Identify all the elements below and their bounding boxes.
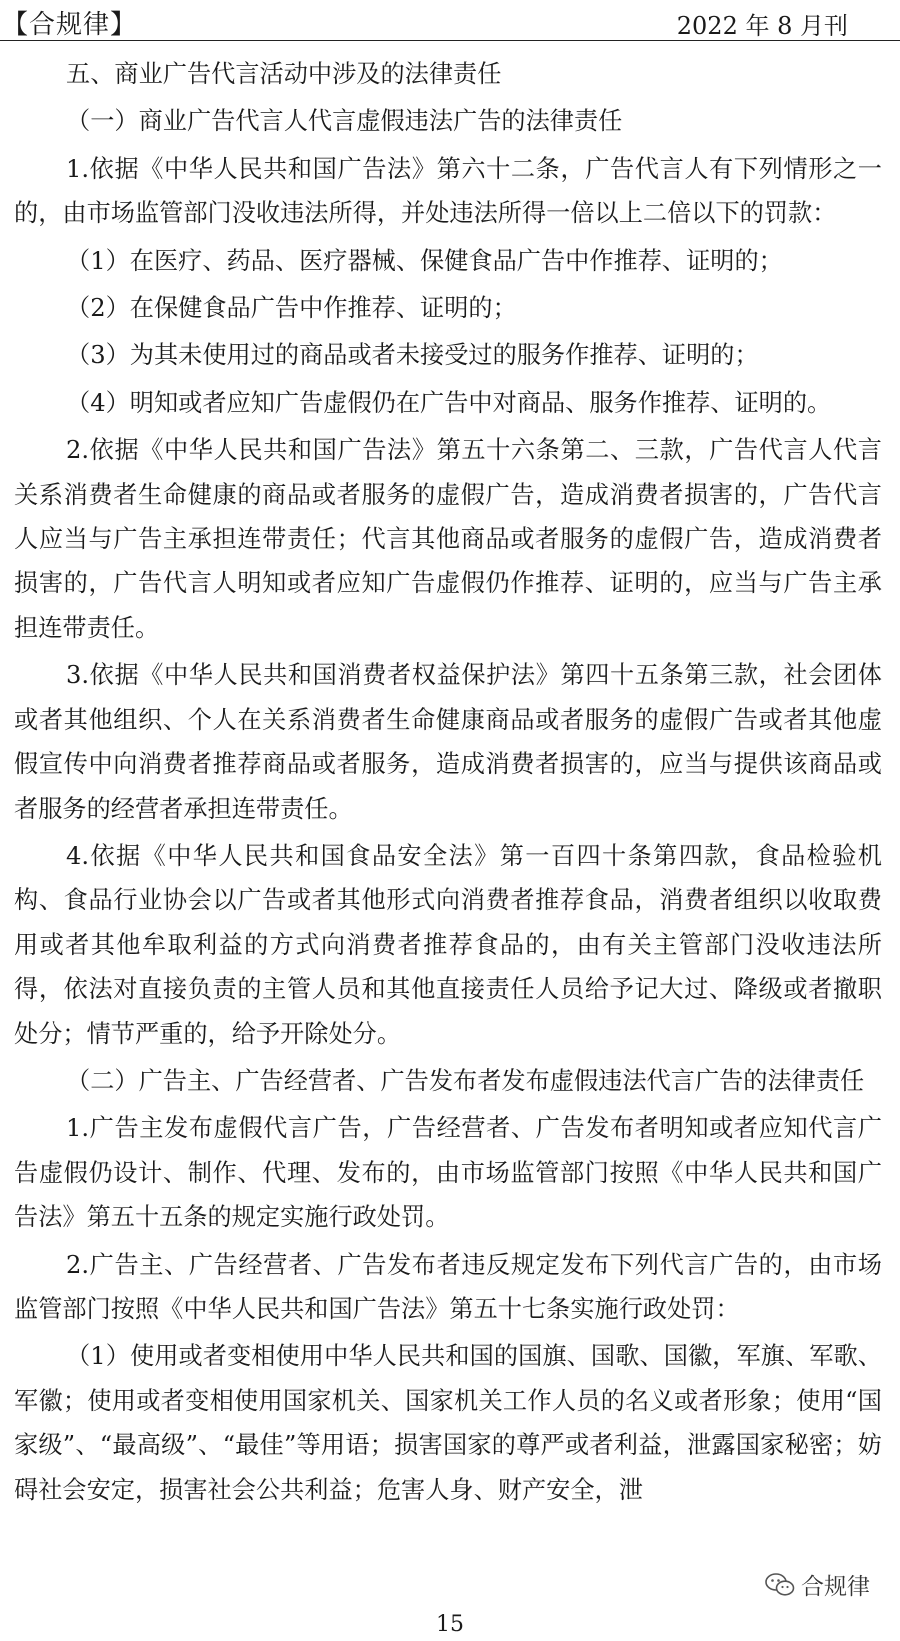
journal-brand: 【合规律】 (2, 10, 138, 40)
document-body (14, 52, 882, 1515)
paragraph: 2.广告主、广告经营者、广告发布者违反规定发布下列代言广告的，由市场监管部门按照《中华人民共和国广告法》第五十七条实施行政处罚： (14, 1250, 882, 1323)
list-item: （4）明知或者应知广告虚假仍在广告中对商品、服务作推荐、证明的。 (66, 388, 832, 417)
issue-date: 2022 年 8 月刊 (676, 12, 848, 40)
paragraph: 1.依据《中华人民共和国广告法》第六十二条，广告代言人有下列情形之一的，由市场监管部门没收违法所得，并处违法所得一倍以上二倍以下的罚款： (14, 154, 882, 228)
page-header (0, 0, 900, 41)
paragraph: 4.依据《中华人民共和国食品安全法》第一百四十条第四款，食品检验机构、食品行业协会以广告或者其他形式向消费者推荐食品，消费者组织以收取费用或者其他牟取利益的方式向消费者推荐食品的，由有关主管部门没收违法所得，依法对直接负责的主管人员和其他直接责任人员给予记大过、降级或者撤职处分；情节严重的，给予开除处分。 (14, 841, 882, 1048)
paragraph: 3.依据《中华人民共和国消费者权益保护法》第四十五条第三款，社会团体或者其他组织、个人在关系消费者生命健康商品或者服务的虚假广告或者其他虚假宣传中向消费者推荐商品或者服务，造成消费者损害的，应当与提供该商品或者服务的经营者承担连带责任。 (14, 661, 882, 823)
page-number: 15 (436, 1612, 464, 1637)
section-heading: 五、商业广告代言活动中涉及的法律责任 (66, 60, 502, 88)
subsection-heading: （一）商业广告代言人代言虚假违法广告的法律责任 (66, 107, 623, 136)
list-item: （1）在医疗、药品、医疗器械、保健食品广告中作推荐、证明的； (66, 246, 783, 275)
list-item: （3）为其未使用过的商品或者未接受过的服务作推荐、证明的； (66, 341, 759, 370)
subsection-heading: （二）广告主、广告经营者、广告发布者发布虚假违法代言广告的法律责任 (66, 1066, 865, 1095)
list-item: （1）使用或者变相使用中华人民共和国的国旗、国歌、国徽，军旗、军歌、军徽；使用或者变相使用国家机关、国家机关工作人员的名义或者形象；使用“国家级”、“最高级”、“最佳”等用语；损害国家的尊严或者利益，泄露国家秘密；妨碍社会安定，损害社会公共利益；危害人身、财产安全，泄 (14, 1342, 882, 1504)
paragraph: 2.依据《中华人民共和国广告法》第五十六条第二、三款，广告代言人代言关系消费者生命健康的商品或者服务的虚假广告，造成消费者损害的，广告代言人应当与广告主承担连带责任；代言其他商品或者服务的虚假广告，造成消费者损害的，广告代言人明知或者应知广告虚假仍作推荐、证明的，应当与广告主承担连带责任。 (14, 436, 882, 642)
wechat-icon (765, 1572, 795, 1598)
watermark (765, 1568, 870, 1601)
paragraph: 1.广告主发布虚假代言广告，广告经营者、广告发布者明知或者应知代言广告虚假仍设计、制作、代理、发布的，由市场监管部门按照《中华人民共和国广告法》第五十五条的规定实施行政处罚。 (14, 1114, 882, 1232)
watermark-label: 合规律 (801, 1573, 870, 1599)
list-item: （2）在保健食品广告中作推荐、证明的； (66, 294, 517, 323)
